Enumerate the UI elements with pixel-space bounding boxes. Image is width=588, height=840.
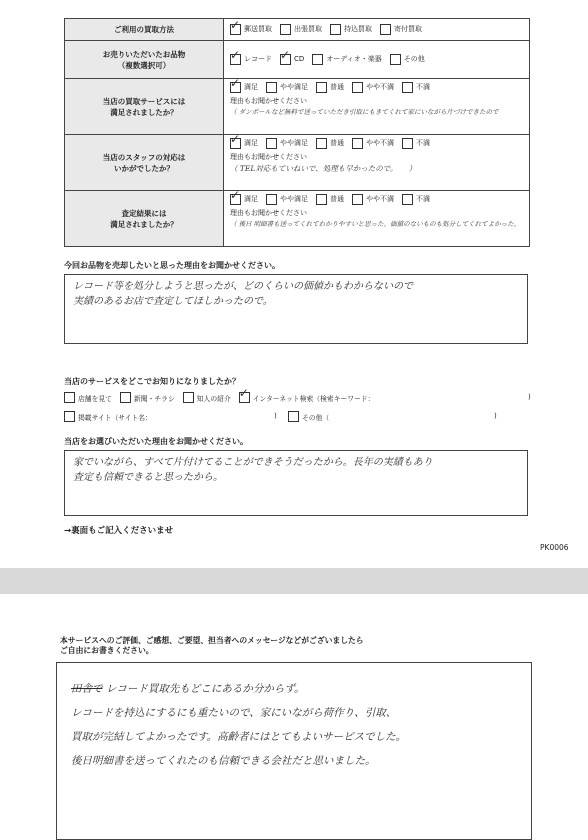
purchase-method-options — [230, 24, 523, 35]
checkbox[interactable] — [402, 138, 413, 149]
row-service-satisfaction — [65, 79, 530, 135]
checkbox[interactable] — [266, 194, 277, 205]
option-other[interactable]: その他 — [390, 54, 425, 65]
paren-close: ) — [274, 412, 277, 420]
sell-reason-line: 実績のあるお店で査定してほしかったので。 — [73, 296, 273, 307]
option-internet[interactable]: ✓ インターネット検索（検索キーワード： — [239, 392, 375, 403]
comment-line: 買取が完結してよかったです。高齢者にはとてもよいサービスでした。 — [71, 731, 407, 743]
survey-table — [64, 18, 530, 247]
row-purchase-method — [65, 19, 530, 41]
checkbox[interactable] — [64, 411, 75, 422]
checkbox[interactable] — [288, 411, 299, 422]
row-appraisal-satisfaction — [65, 191, 530, 247]
checkbox[interactable] — [352, 138, 363, 149]
checkbox[interactable] — [390, 54, 401, 65]
free-comment-title: 本サービスへのご評価、ご感想、ご要望、担当者へのメッセージなどがございましたら ご自由にお書きください。 — [60, 636, 364, 655]
checkbox[interactable] — [402, 82, 413, 93]
comment-line: レコードを持込にするにも重たいので、家にいながら荷作り、引取、 — [71, 707, 397, 719]
checkbox[interactable] — [402, 194, 413, 205]
option-somewhat-satisfied[interactable]: やや満足 — [266, 138, 308, 149]
option-audio[interactable]: オーディオ・楽器 — [312, 54, 381, 65]
question-staff-satisfaction: 当店のスタッフの対応は いかがでしたか？ — [65, 135, 224, 191]
question-appraisal-satisfaction: 査定結果には 満足されましたか？ — [65, 191, 224, 247]
option-satisfied[interactable]: ✓ 満足 — [230, 138, 258, 149]
option-satisfied[interactable]: ✓ 満足 — [230, 194, 258, 205]
discover-title: 当店のサービスをどこでお知りになりましたか？ — [64, 377, 240, 386]
free-comment-box[interactable] — [56, 662, 532, 840]
option-store[interactable]: 店舗を見て — [64, 392, 112, 403]
option-neutral[interactable]: 普通 — [316, 82, 344, 93]
option-dissatisfied[interactable]: 不満 — [402, 194, 430, 205]
checkbox[interactable] — [352, 194, 363, 205]
option-visit[interactable]: 出張買取 — [280, 24, 322, 35]
reason-handwritten: （ ダンボールなど無料で送っていただき引取にもきてくれて家にいながら片づけできたので — [230, 108, 499, 116]
option-somewhat-dissatisfied[interactable]: やや不満 — [352, 138, 394, 149]
sell-reason-box[interactable] — [64, 274, 528, 344]
reason-label: 理由もお聞かせください — [230, 153, 307, 161]
question-purchase-method: ご利用の買取方法 — [65, 19, 224, 41]
option-somewhat-dissatisfied[interactable]: やや不満 — [352, 82, 394, 93]
checkbox-checked[interactable] — [230, 138, 241, 149]
discover-options-row1 — [64, 392, 382, 403]
checkbox[interactable] — [316, 194, 327, 205]
option-neutral[interactable]: 普通 — [316, 138, 344, 149]
paren-close: ) — [528, 393, 531, 401]
choose-reason-line: 査定も信頼できると思ったから。 — [73, 472, 223, 483]
option-neutral[interactable]: 普通 — [316, 194, 344, 205]
checkbox[interactable] — [316, 138, 327, 149]
checkbox[interactable] — [266, 82, 277, 93]
paren-close: ) — [494, 412, 497, 420]
checkbox[interactable] — [183, 392, 194, 403]
option-record[interactable]: ✓ レコード — [230, 54, 272, 65]
reason-label: 理由もお聞かせください — [230, 97, 307, 105]
option-somewhat-dissatisfied[interactable]: やや不満 — [352, 194, 394, 205]
option-dissatisfied[interactable]: 不満 — [402, 138, 430, 149]
row-items — [65, 41, 530, 79]
staff-satisfaction-options — [230, 138, 523, 149]
comment-line: 田舎で レコード買取先もどこにあるか分からず。 — [71, 683, 305, 695]
checkbox-checked[interactable] — [230, 82, 241, 93]
option-other[interactable]: その他（ — [288, 411, 329, 422]
row-staff-satisfaction — [65, 135, 530, 191]
discover-options-row2 — [64, 411, 160, 422]
choose-reason-box[interactable] — [64, 450, 528, 516]
checkbox[interactable] — [380, 24, 391, 35]
discover-options-row2-other — [288, 411, 337, 422]
option-site[interactable]: 掲載サイト（サイト名： — [64, 411, 152, 422]
sell-reason-title: 今回お品物を売却したいと思った理由をお聞かせください。 — [64, 261, 280, 270]
items-options — [230, 54, 523, 65]
checkbox[interactable] — [352, 82, 363, 93]
checkbox-checked[interactable] — [230, 24, 241, 35]
option-somewhat-satisfied[interactable]: やや満足 — [266, 194, 308, 205]
choose-reason-title: 当店をお選びいただいた理由をお聞かせください。 — [64, 437, 248, 446]
option-somewhat-satisfied[interactable]: やや満足 — [266, 82, 308, 93]
option-flyer[interactable]: 新聞・チラシ — [120, 392, 175, 403]
option-friend[interactable]: 知人の紹介 — [183, 392, 231, 403]
checkbox-checked[interactable] — [239, 392, 250, 403]
back-side-note: →裏面もご記入くださいませ — [64, 526, 174, 536]
sell-reason-line: レコード等を処分しようと思ったが、どのくらいの価値かもわからないので — [73, 281, 413, 292]
option-mail[interactable]: ✓ 郵送買取 — [230, 24, 272, 35]
reason-handwritten: （ TEL対応もていねいで、処理も早かったので。 ） — [230, 164, 417, 173]
checkbox-checked[interactable] — [280, 54, 291, 65]
checkbox[interactable] — [266, 138, 277, 149]
option-donation[interactable]: 寄付買取 — [380, 24, 422, 35]
appraisal-satisfaction-options — [230, 194, 523, 205]
comment-line: 後日明細書を送ってくれたのも信頼できる会社だと思いました。 — [71, 755, 376, 767]
checkbox[interactable] — [64, 392, 75, 403]
form-code: PK0006 — [540, 543, 569, 552]
reason-handwritten: （ 後日 明細書も送ってくれてわかりやすいと思った。価値のないものも処分してくれてよかった。 — [230, 220, 521, 228]
option-bring-in[interactable]: 持込買取 — [330, 24, 372, 35]
question-service-satisfaction: 当店の買取サービスには 満足されましたか？ — [65, 79, 224, 135]
reason-label: 理由もお聞かせください — [230, 209, 307, 217]
choose-reason-line: 家でいながら、すべて片付けてることができそうだったから。長年の実績もあり — [73, 457, 433, 468]
checkbox[interactable] — [330, 24, 341, 35]
checkbox[interactable] — [316, 82, 327, 93]
option-satisfied[interactable]: ✓ 満足 — [230, 82, 258, 93]
checkbox-checked[interactable] — [230, 194, 241, 205]
page-separator — [0, 568, 588, 594]
checkbox-checked[interactable] — [230, 54, 241, 65]
option-cd[interactable]: ✓ CD — [280, 54, 304, 65]
service-satisfaction-options — [230, 82, 523, 93]
question-items: お売りいただいたお品物 （複数選択可） — [65, 41, 224, 79]
checkbox[interactable] — [312, 54, 323, 65]
checkbox[interactable] — [120, 392, 131, 403]
option-dissatisfied[interactable]: 不満 — [402, 82, 430, 93]
checkbox[interactable] — [280, 24, 291, 35]
